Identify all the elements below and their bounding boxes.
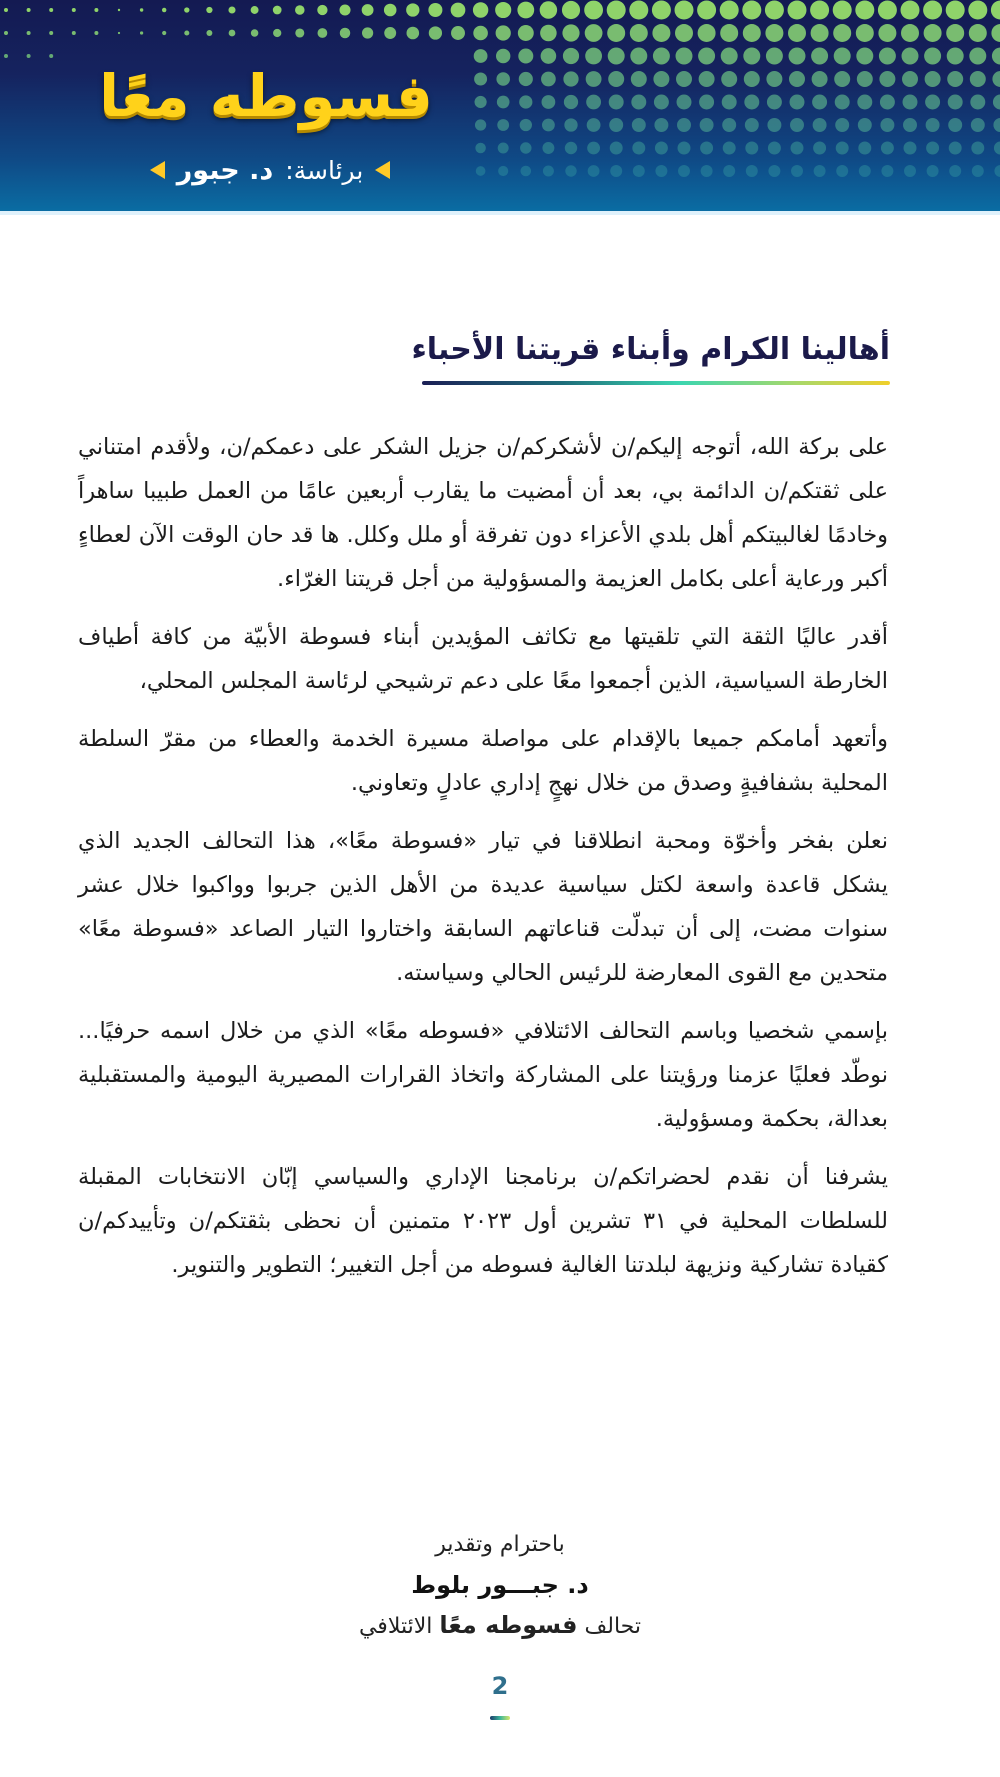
halftone-dot	[428, 3, 442, 17]
halftone-dot	[518, 48, 533, 63]
halftone-dot	[790, 118, 804, 132]
header-banner	[0, 0, 1000, 213]
halftone-dot	[654, 95, 669, 110]
heading-underline	[422, 381, 890, 385]
halftone-dot	[562, 24, 579, 41]
halftone-dot	[720, 1, 739, 20]
halftone-dot	[587, 142, 600, 155]
halftone-dot	[475, 96, 487, 108]
halftone-dot	[993, 95, 1000, 110]
paragraph: بإسمي شخصيا وباسم التحالف الائتلافي «فسوطه معًا» الذي من خلال اسمه حرفيًا... نوطّد فعليًا عزمنا ورؤيتنا على المشاركة واتخاذ القرارات المصيرية اليومية والمستقبلية بعدالة، بحكمة ومسؤولية.	[78, 1018, 888, 1132]
halftone-dot	[496, 49, 510, 63]
halftone-dot	[881, 165, 893, 177]
halftone-dot	[473, 26, 488, 41]
halftone-dot	[610, 165, 622, 177]
halftone-dot	[949, 165, 961, 177]
halftone-dot	[94, 31, 98, 35]
halftone-dot	[27, 31, 31, 35]
halftone-dot	[814, 165, 826, 177]
halftone-dot	[701, 165, 713, 177]
halftone-dot	[859, 165, 871, 177]
halftone-dot	[676, 71, 692, 87]
halftone-dot	[721, 71, 737, 87]
halftone-dot	[834, 71, 850, 87]
halftone-dot	[766, 48, 783, 65]
halftone-dot	[698, 24, 716, 42]
arrow-left-icon	[150, 161, 165, 179]
halftone-dot	[947, 71, 963, 87]
halftone-dot	[991, 24, 1000, 42]
halftone-dot	[880, 118, 894, 132]
halftone-dot	[926, 142, 939, 155]
halftone-dot	[970, 71, 986, 87]
halftone-dot	[251, 29, 259, 37]
halftone-dot	[542, 119, 555, 132]
halftone-dot	[721, 48, 738, 65]
halftone-dot	[857, 95, 872, 110]
halftone-dot	[609, 118, 623, 132]
halftone-dot	[228, 6, 235, 13]
halftone-dot	[766, 71, 782, 87]
halftone-dot	[429, 26, 442, 39]
halftone-dot	[607, 24, 625, 42]
halftone-dot	[652, 1, 671, 20]
halftone-dot	[632, 118, 646, 132]
halftone-dot	[94, 8, 98, 12]
halftone-dot	[630, 24, 648, 42]
alliance-suffix: الائتلافي	[358, 1614, 433, 1639]
halftone-dot	[118, 32, 120, 34]
halftone-dot	[971, 142, 984, 155]
halftone-dot	[4, 8, 8, 12]
halftone-dot	[745, 118, 759, 132]
halftone-dot	[948, 95, 963, 110]
halftone-dot	[295, 28, 304, 37]
closing-regards: باحترام وتقدير	[435, 1532, 565, 1557]
halftone-dot	[745, 142, 758, 155]
halftone-dot	[836, 165, 848, 177]
halftone-dot	[720, 24, 738, 42]
halftone-dot	[791, 142, 804, 155]
halftone-dot	[971, 118, 985, 132]
halftone-dot	[855, 1, 874, 20]
banner-divider	[0, 211, 1000, 215]
halftone-dot	[742, 1, 761, 20]
paragraph: أقدر عاليًا الثقة التي تلقيتها مع تكاثف المؤيدين أبناء فسوطة الأبيّة من كافة أطياف الخارطة السياسية، الذين أجمعوا معًا على دعم ترشيحي لرئاسة المجلس المحلي،	[78, 624, 888, 694]
halftone-dot	[901, 1, 920, 20]
halftone-dot	[541, 72, 556, 87]
halftone-dot	[991, 1, 1000, 20]
halftone-dot	[518, 25, 534, 41]
halftone-dot	[700, 142, 713, 155]
halftone-dot	[407, 27, 420, 40]
letter-heading: أهالينا الكرام وأبناء قريتنا الأحباء	[411, 332, 890, 367]
halftone-dot	[946, 24, 964, 42]
halftone-dot	[451, 3, 466, 18]
halftone-dot	[812, 95, 827, 110]
halftone-dot	[791, 165, 803, 177]
halftone-dot	[655, 165, 667, 177]
paragraph: وأتعهد أمامكم جميعا بالإقدام على مواصلة مسيرة الخدمة والعطاء من مقرّ السلطة المحلية بشفافيةٍ وصدق من خلال نهجٍ إداري عادلٍ وتعاوني.	[78, 726, 888, 796]
halftone-dot	[251, 6, 259, 14]
halftone-dot	[810, 1, 829, 20]
alliance-line	[250, 1605, 750, 1647]
halftone-dot	[49, 54, 53, 58]
halftone-dot	[767, 95, 782, 110]
halftone-dot	[362, 27, 373, 38]
halftone-dot	[184, 7, 189, 12]
halftone-dot	[162, 31, 166, 35]
paragraph: نعلن بفخر وأخوّة ومحبة انطلاقنا في تيار «فسوطة معًا»، هذا التحالف الجديد الذي يشكل قاعدة واسعة لكتل سياسية عديدة من الأهل الذين جربوا وواكبوا خلال عشر سنوات مضت، إلى أن تبدلّت قناعاتهم السابقة واختاروا التيار الصاعد «فسوطة معًا» متحدين مع القوى المعارضة للرئيس الحالي وسياسته.	[78, 828, 888, 986]
halftone-dot	[924, 48, 941, 65]
halftone-dot	[655, 142, 668, 155]
halftone-dot	[49, 31, 53, 35]
halftone-dot	[994, 165, 1000, 177]
letter-paragraphs	[78, 425, 888, 1287]
halftone-dot	[992, 71, 1000, 87]
halftone-dot	[608, 71, 624, 87]
halftone-dot	[229, 30, 236, 37]
halftone-dot	[789, 71, 805, 87]
halftone-dot	[540, 1, 557, 18]
halftone-dot	[273, 29, 281, 37]
halftone-dot	[834, 48, 851, 65]
halftone-dot	[140, 8, 143, 11]
halftone-dot	[994, 142, 1000, 155]
halftone-dot	[540, 25, 557, 42]
halftone-dot	[584, 1, 603, 20]
halftone-dot	[565, 142, 577, 154]
halftone-dot	[878, 1, 897, 20]
halftone-dot	[836, 142, 849, 155]
halftone-dot	[49, 8, 53, 12]
halftone-dot	[699, 95, 714, 110]
halftone-dot	[384, 4, 397, 17]
alliance-prefix: تحالف	[584, 1614, 642, 1639]
halftone-dot	[881, 142, 894, 155]
halftone-dot	[206, 7, 212, 13]
halftone-dot	[653, 48, 670, 65]
halftone-dot	[676, 48, 693, 65]
halftone-dot	[72, 8, 76, 12]
halftone-dot	[969, 48, 986, 65]
halftone-dot	[878, 24, 896, 42]
halftone-dot	[812, 71, 828, 87]
halftone-dot	[833, 1, 852, 20]
halftone-dot	[856, 24, 874, 42]
halftone-dot	[972, 165, 984, 177]
halftone-dot	[813, 118, 827, 132]
halftone-dot	[925, 71, 941, 87]
halftone-dot	[902, 48, 919, 65]
halftone-dot	[901, 24, 919, 42]
halftone-dot	[588, 165, 600, 177]
halftone-dot	[474, 73, 487, 86]
halftone-dot	[629, 1, 648, 20]
halftone-dot	[902, 71, 918, 87]
halftone-dot	[495, 2, 511, 18]
halftone-dot	[858, 142, 871, 155]
halftone-dot	[723, 165, 735, 177]
halftone-dot	[498, 143, 509, 154]
halftone-dot	[677, 118, 691, 132]
halftone-dot	[162, 8, 166, 12]
page-number-underline	[490, 1716, 510, 1720]
halftone-dot	[744, 71, 760, 87]
halftone-dot	[451, 26, 465, 40]
halftone-dot	[698, 48, 715, 65]
halftone-dot	[722, 95, 737, 110]
halftone-dot	[587, 118, 601, 132]
halftone-dot	[746, 165, 758, 177]
halftone-dot	[384, 27, 396, 39]
halftone-dot	[520, 119, 532, 131]
halftone-dot	[789, 48, 806, 65]
halftone-dot	[992, 48, 1000, 65]
halftone-dot	[947, 48, 964, 65]
halftone-dot	[675, 1, 694, 20]
halftone-dot	[924, 24, 942, 42]
halftone-dot	[788, 24, 806, 42]
halftone-dot	[633, 165, 645, 177]
halftone-dot	[295, 5, 305, 15]
halftone-dot	[630, 48, 647, 65]
halftone-dot	[406, 3, 419, 16]
halftone-dot	[677, 95, 692, 110]
halftone-dot	[879, 71, 895, 87]
paragraph: يشرفنا أن نقدم لحضراتكم/ن برنامجنا الإداري والسياسي إبّان الانتخابات المقبلة للسلطات المحلية في ٣١ تشرين أول ٢٠٢٣ متمنين أن نحظى بثقتكم/ن وتأييدكم/ن كقيادة تشاركية ونزيهة لبلدتنا الغالية فسوطه من أجل التغيير؛ التطوير والتنوير.	[78, 1164, 889, 1278]
halftone-dot	[586, 71, 602, 87]
halftone-dot	[475, 119, 486, 130]
halftone-dot	[903, 118, 917, 132]
halftone-dot	[723, 142, 736, 155]
presidency-name: د. جبور	[176, 154, 274, 186]
halftone-dot	[517, 2, 534, 19]
halftone-dot	[497, 96, 510, 109]
halftone-dot	[27, 8, 31, 12]
halftone-dot	[654, 118, 668, 132]
halftone-dot	[946, 1, 965, 20]
halftone-dot	[835, 118, 849, 132]
halftone-dot	[904, 165, 916, 177]
halftone-dot	[722, 118, 736, 132]
halftone-dot	[497, 119, 509, 131]
halftone-dot	[585, 48, 602, 65]
halftone-dot	[697, 1, 716, 20]
halftone-dot	[678, 142, 691, 155]
halftone-dot	[563, 48, 579, 64]
halftone-dot	[27, 54, 31, 58]
halftone-dot	[743, 48, 760, 65]
halftone-dot	[184, 30, 189, 35]
halftone-dot	[631, 95, 646, 110]
halftone-dot	[653, 71, 669, 87]
halftone-dot	[519, 72, 533, 86]
halftone-dot	[542, 95, 556, 109]
halftone-dot	[652, 24, 670, 42]
signature-block	[250, 1525, 750, 1647]
halftone-dot	[927, 165, 939, 177]
halftone-dot	[543, 166, 554, 177]
halftone-dot	[542, 142, 554, 154]
halftone-dot	[969, 24, 987, 42]
halftone-dot	[858, 118, 872, 132]
halftone-dot	[856, 48, 873, 65]
halftone-dot	[993, 118, 1000, 132]
halftone-dot	[790, 95, 805, 110]
halftone-dot	[923, 1, 942, 20]
halftone-dot	[768, 142, 781, 155]
halftone-dot	[564, 118, 577, 131]
halftone-dot	[317, 5, 327, 15]
halftone-dot	[857, 71, 873, 87]
letter-body	[78, 330, 888, 1301]
halftone-dot	[607, 1, 626, 20]
halftone-dot	[833, 24, 851, 42]
halftone-dot	[700, 118, 714, 132]
halftone-dot	[565, 165, 576, 176]
halftone-dot	[765, 1, 784, 20]
halftone-dot	[609, 95, 624, 110]
halftone-dot	[948, 118, 962, 132]
halftone-dot	[970, 95, 985, 110]
halftone-dot	[744, 95, 759, 110]
halftone-dot	[72, 31, 76, 35]
halftone-dot	[925, 95, 940, 110]
halftone-dot	[541, 48, 557, 64]
halftone-dot	[811, 24, 829, 42]
presidency-label: برئاسة:	[285, 155, 364, 185]
paragraph: على بركة الله، أتوجه إليكم/ن لأشكركم/ن جزيل الشكر على دعمكم/ن، ولأقدم امتناني على ثقتكم/ن الدائمة بي، بعد أن أمضيت ما يقارب أربعين عامًا من العمل طبيبا ساهراً وخادمًا لغالبيتكم أهل بلدي الأعزاء دون تفرقة أو ملل وكلل. ها قد حان الوقت الآن لعطاءٍ أكبر ورعاية أعلى بكامل العزيمة والمسؤولية من أجل قريتنا الغرّاء.	[78, 434, 888, 592]
halftone-dot	[564, 95, 578, 109]
arrow-left-icon	[375, 161, 390, 179]
signer-name: د. جبـــور بلوط	[411, 1571, 589, 1599]
halftone-dot	[880, 95, 895, 110]
halftone-dot	[632, 142, 645, 155]
halftone-dot	[768, 165, 780, 177]
halftone-dot	[118, 9, 120, 11]
halftone-dot	[699, 71, 715, 87]
halftone-dot	[743, 24, 761, 42]
halftone-dot	[206, 30, 212, 36]
halftone-dot	[631, 71, 647, 87]
halftone-dot	[318, 28, 328, 38]
halftone-dot	[4, 31, 8, 35]
halftone-dot	[4, 54, 8, 58]
halftone-dot	[879, 48, 896, 65]
halftone-dot	[586, 95, 601, 110]
halftone-dot	[926, 118, 940, 132]
halftone-dot	[678, 165, 690, 177]
page-number: 2	[491, 1672, 509, 1700]
halftone-dot	[811, 48, 828, 65]
presidency-line	[60, 148, 480, 192]
halftone-dot	[498, 166, 508, 176]
halftone-dot	[140, 31, 143, 34]
halftone-dot	[903, 95, 918, 110]
halftone-dot	[608, 48, 625, 65]
halftone-dot	[835, 95, 850, 110]
halftone-dot	[562, 1, 580, 19]
halftone-dot	[767, 118, 781, 132]
halftone-dot	[362, 4, 374, 16]
halftone-dot	[519, 95, 532, 108]
halftone-dot	[339, 4, 350, 15]
halftone-dot	[474, 49, 488, 63]
halftone-dot	[273, 6, 282, 15]
halftone-dot	[340, 28, 350, 38]
heading-block	[410, 330, 890, 385]
halftone-dot	[496, 72, 510, 86]
logo-title: فسوطه معًا	[99, 62, 433, 130]
halftone-dot	[521, 166, 532, 177]
halftone-dot	[675, 24, 693, 42]
halftone-dot	[813, 142, 826, 155]
halftone-dot	[473, 2, 488, 17]
halftone-dot	[949, 142, 962, 155]
halftone-dot	[496, 25, 511, 40]
halftone-dot	[765, 24, 783, 42]
halftone-dot	[788, 1, 807, 20]
halftone-dot	[585, 24, 603, 42]
halftone-dot	[563, 71, 578, 86]
halftone-dot	[968, 1, 987, 20]
halftone-dot	[904, 142, 917, 155]
alliance-name: فسوطه معًا	[439, 1611, 578, 1639]
halftone-dot	[610, 142, 623, 155]
halftone-dot	[520, 142, 531, 153]
